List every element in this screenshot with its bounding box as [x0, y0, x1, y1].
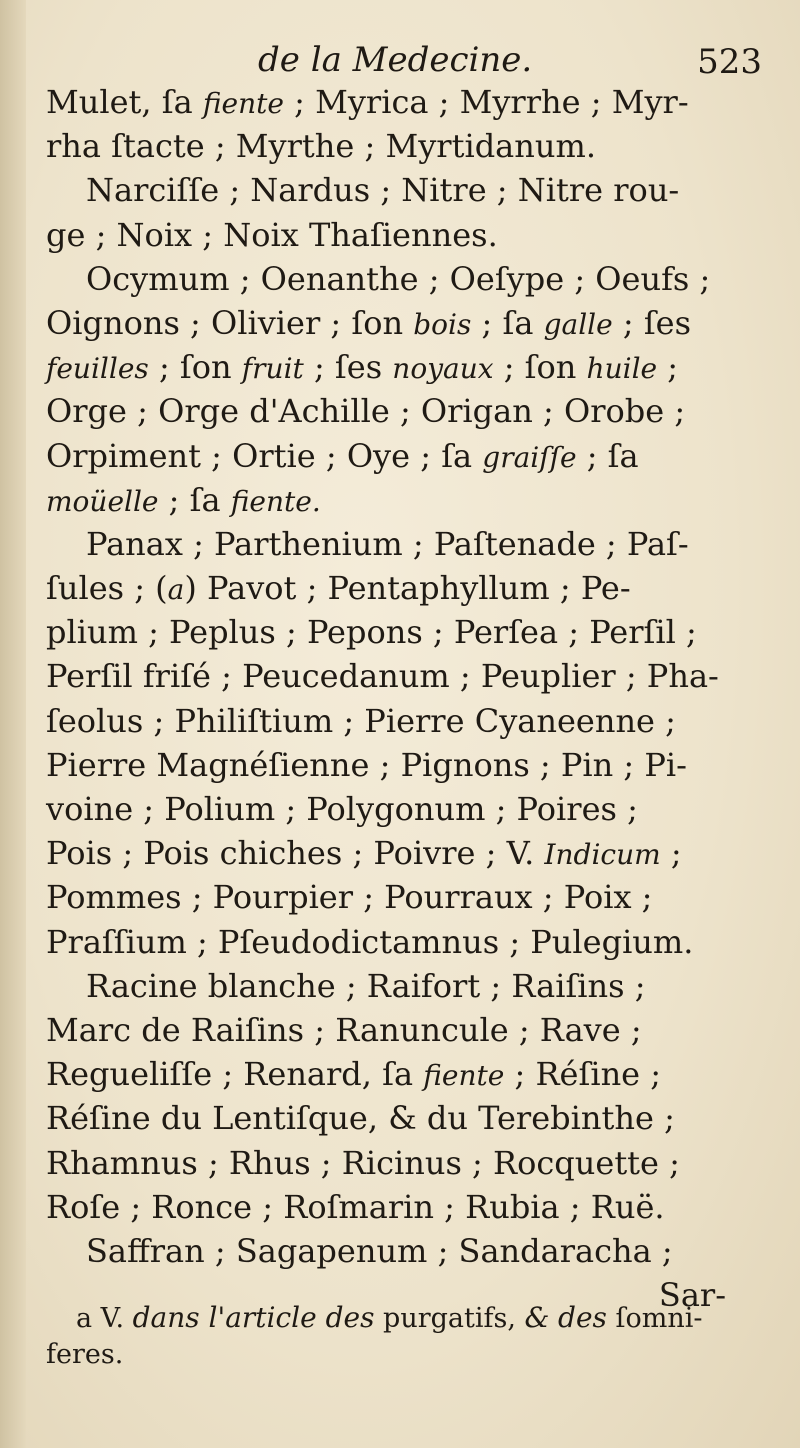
italic-text: fruit [241, 352, 304, 386]
text-line [46, 699, 726, 743]
text-run: Saffran ; Sagapenum ; Sandaracha ; [86, 1231, 673, 1270]
text-run: a V. [76, 1303, 133, 1334]
text-run: Praſſium ; Pſeudodictamnus ; Pulegium. [46, 922, 694, 961]
italic-text: noyaux [392, 352, 494, 386]
text-line [46, 920, 726, 964]
text-run: Panax ; Parthenium ; Paſtenade ; Paſ- [86, 524, 689, 563]
text-run: Orge ; Orge d'Achille ; Origan ; Orobe ; [46, 392, 686, 431]
text-line [46, 1008, 726, 1052]
text-line [46, 743, 726, 787]
text-run: ; ſa [576, 436, 639, 475]
text-run: plium ; Peplus ; Pepons ; Perſea ; Perſil ; [46, 613, 697, 652]
text-run: Mulet, ſa [46, 83, 203, 121]
text-run: ge ; Noix ; Noix Thaſiennes. [46, 215, 498, 254]
text-run: Roſe ; Ronce ; Roſmarin ; Rubia ; Ruë. [46, 1187, 665, 1226]
text-run: ſomni- [606, 1303, 703, 1334]
text-line [46, 831, 726, 875]
italic-text: dans l'article des [132, 1301, 375, 1334]
text-run: ſeolus ; Philiſtium ; Pierre Cyaneenne ; [46, 701, 676, 740]
italic-text: graiſſe [482, 440, 577, 474]
text-run: ; ſa [158, 480, 231, 519]
text-run: ; Myrica ; Myrrhe ; Myr- [283, 83, 689, 121]
text-run: ; ſon [148, 348, 242, 387]
italic-text: huile [586, 352, 658, 386]
page-binding-shadow [0, 0, 26, 1448]
page-number: 523 [697, 42, 762, 82]
text-run: Racine blanche ; Raifort ; Raiſins ; [86, 966, 646, 1005]
text-line [46, 1229, 726, 1273]
text-run [549, 1303, 558, 1334]
footnote-line [46, 1300, 736, 1337]
italic-text: & [524, 1301, 550, 1334]
text-line [46, 301, 726, 345]
text-run: Rhamnus ; Rhus ; Ricinus ; Rocquette ; [46, 1143, 680, 1182]
text-line [46, 1052, 726, 1096]
text-line [46, 1096, 726, 1140]
text-run: Oignons ; Olivier ; ſon [46, 303, 414, 342]
body-text [46, 80, 726, 1317]
text-run: purgatifs, [374, 1303, 525, 1334]
text-line [46, 1185, 726, 1229]
italic-text: des [558, 1301, 607, 1334]
text-run: ſules ; ( [46, 569, 168, 608]
text-line [46, 654, 726, 698]
text-line [46, 257, 726, 301]
text-run: Regueliſſe ; Renard, ſa [46, 1055, 424, 1094]
text-run: voine ; Polium ; Polygonum ; Poires ; [46, 790, 638, 828]
text-run: Perſil friſé ; Peucedanum ; Peuplier ; Pha- [46, 657, 719, 696]
text-run: Narciſſe ; Nardus ; Nitre ; Nitre rou- [86, 171, 680, 210]
text-line [46, 478, 726, 522]
text-run: Pommes ; Pourpier ; Pourraux ; Poix ; [46, 878, 653, 917]
italic-text: fiente [202, 87, 284, 120]
italic-text: moüelle [46, 484, 159, 518]
italic-text: galle [543, 307, 613, 341]
text-line [46, 389, 726, 433]
text-line [46, 434, 726, 478]
text-run: ; ſes [303, 348, 393, 387]
italic-text: fiente. [230, 484, 321, 518]
text-line [46, 566, 726, 610]
text-line [46, 345, 726, 389]
text-run: ; ſon [493, 348, 587, 387]
italic-text: bois [413, 307, 472, 341]
text-run: Ocymum ; Oenanthe ; Oeſype ; Oeufs ; [86, 259, 711, 298]
running-head-title: de la Medecine. [258, 40, 533, 80]
italic-text: Indicum [544, 838, 661, 872]
text-run: Pierre Magnéſienne ; Pignons ; Pin ; Pi- [46, 745, 687, 784]
text-run: ; ſa [471, 303, 544, 342]
text-run: Réſine du Lentiſque, & du Terebinthe ; [46, 1099, 675, 1138]
italic-text: fiente [423, 1059, 505, 1093]
text-run: ; ſes [612, 303, 692, 342]
text-line [46, 124, 726, 168]
text-line [46, 875, 726, 919]
text-run: feres. [46, 1339, 124, 1370]
text-run: ; [657, 348, 679, 387]
text-line [46, 168, 726, 212]
footnote-line [46, 1337, 736, 1373]
text-line [46, 1141, 726, 1185]
italic-text: feuilles [46, 352, 149, 386]
text-run: Pois ; Pois chiches ; Poivre ; V. [46, 834, 545, 873]
text-line [46, 80, 726, 124]
footnote [46, 1300, 736, 1373]
text-run: ) Pavot ; Pentaphyllum ; Pe- [184, 569, 631, 608]
text-run: rha ſtacte ; Myrthe ; Myrtidanum. [46, 127, 596, 166]
text-line [46, 213, 726, 257]
text-run: Orpiment ; Ortie ; Oye ; ſa [46, 436, 483, 475]
text-line [46, 610, 726, 654]
text-run: Marc de Raiſins ; Ranuncule ; Rave ; [46, 1010, 642, 1049]
text-line [46, 787, 726, 831]
italic-text: a [167, 573, 185, 607]
text-run: ; Réſine ; [504, 1055, 662, 1094]
text-line [46, 522, 726, 566]
text-run: ; [660, 834, 682, 873]
text-line [46, 964, 726, 1008]
text-run: Sar- [658, 1276, 726, 1315]
